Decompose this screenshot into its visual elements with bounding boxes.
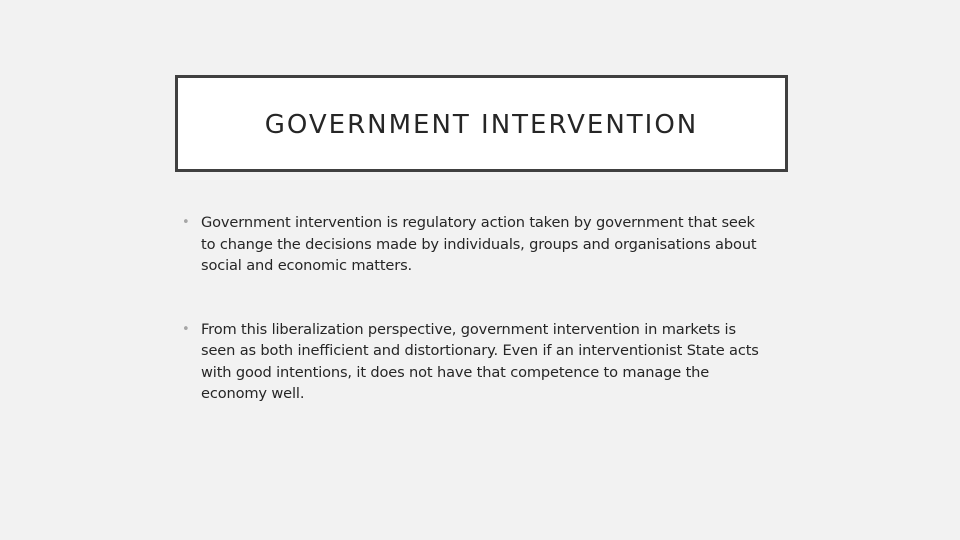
bullet-marker-icon: •: [182, 215, 190, 230]
title-box: [175, 75, 788, 172]
bullet-text: From this liberalization perspective, government intervention in markets is seen as both inefficient and distortionary. Even if an interventionist State acts with good intentions, it does not have that competence to manage the economy well.: [201, 320, 759, 402]
bullet-text: Government intervention is regulatory action taken by government that seek to change the decisions made by individuals, groups and organisations about social and economic matters.: [201, 214, 757, 274]
bullet-marker-icon: •: [182, 321, 190, 337]
slide-title: GOVERNMENT INTERVENTION: [264, 109, 699, 140]
bullet-item: [182, 319, 772, 405]
bullet-item: [182, 212, 772, 277]
bullet-list: [182, 212, 772, 405]
